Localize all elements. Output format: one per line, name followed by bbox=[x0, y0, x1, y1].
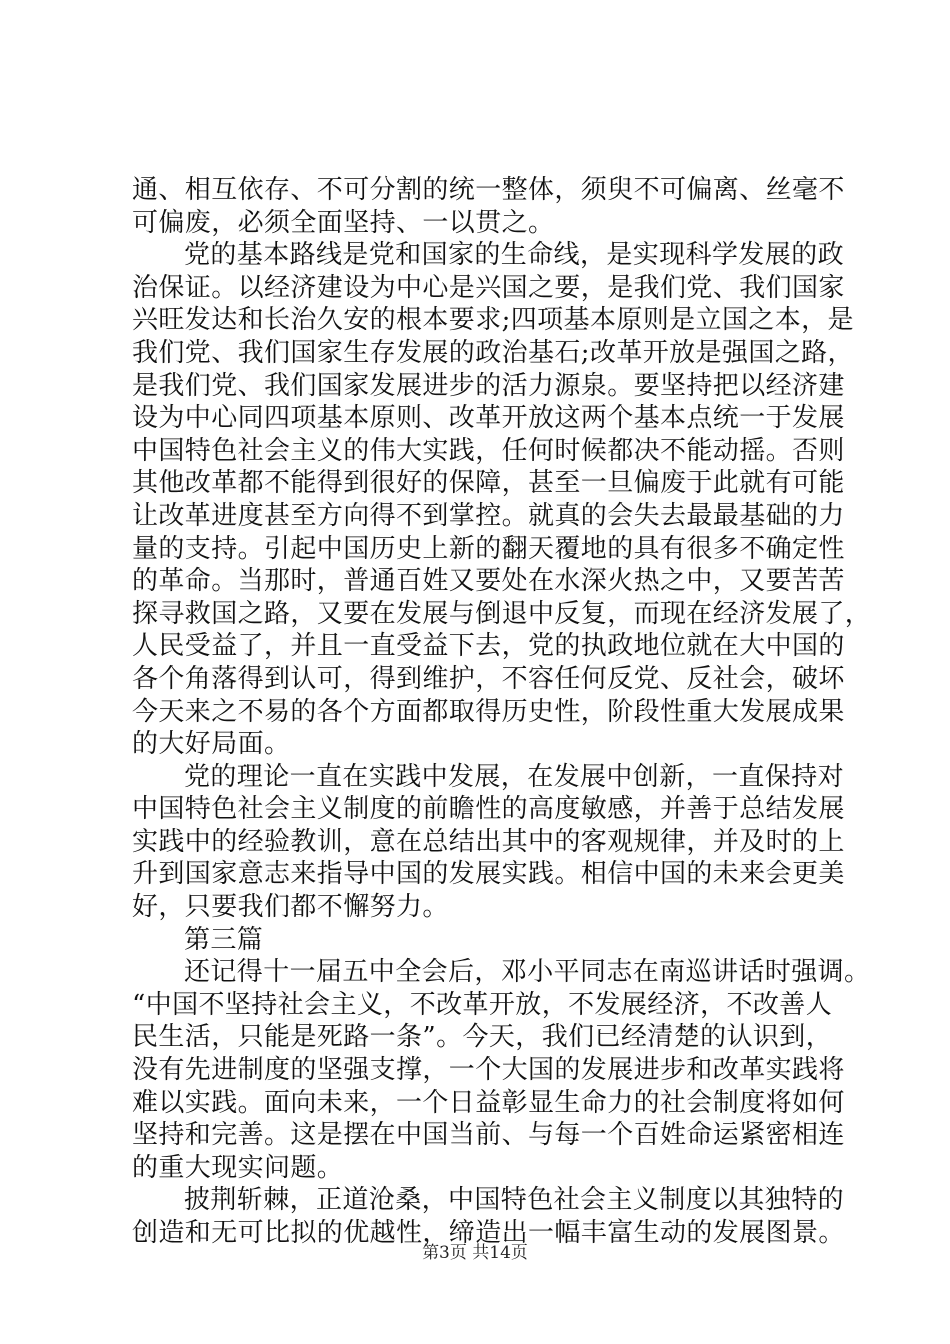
text-line: 坚持和完善。这是摆在中国当前、与每一个百姓命运紧密相连 bbox=[132, 1120, 845, 1151]
text-line: 让改革进度甚至方向得不到掌控。就真的会失去最最基础的力 bbox=[132, 500, 845, 531]
text-line: 我们党、我们国家生存发展的政治基石;改革开放是强国之路， bbox=[132, 337, 854, 368]
body-text bbox=[132, 174, 872, 1250]
text-line: 创造和无可比拟的优越性，缔造出一幅丰富生动的发展图景。 bbox=[132, 1218, 845, 1248]
text-line: 没有先进制度的坚强支撑，一个大国的发展进步和改革实践将 bbox=[132, 1055, 845, 1086]
paragraph-start-line: 党的理论一直在实践中发展，在发展中创新，一直保持对 bbox=[184, 761, 845, 792]
text-line: 可偏废，必须全面坚持、一以贯之。 bbox=[132, 207, 555, 238]
text-line: 量的支持。引起中国历史上新的翻天覆地的具有很多不确定性 bbox=[132, 533, 845, 564]
page-number-footer: 第3页 共14页 bbox=[422, 1243, 528, 1263]
text-line: 升到国家意志来指导中国的发展实践。相信中国的未来会更美 bbox=[132, 859, 845, 890]
text-line: 探寻救国之路，又要在发展与倒退中反复，而现在经济发展了， bbox=[132, 598, 872, 629]
section-heading: 第三篇 bbox=[184, 924, 264, 955]
text-line: 民生活，只能是死路一条”。今天，我们已经清楚的认识到， bbox=[132, 1022, 833, 1053]
text-line: 好，只要我们都不懈努力。 bbox=[132, 892, 449, 923]
text-line: 的大好局面。 bbox=[132, 729, 291, 760]
text-line: 中国特色社会主义的伟大实践，任何时候都决不能动摇。否则 bbox=[132, 435, 845, 466]
paragraph-start-line: 还记得十一届五中全会后，邓小平同志在南巡讲话时强调。 bbox=[184, 957, 871, 988]
text-line: 其他改革都不能得到很好的保障，甚至一旦偏废于此就有可能 bbox=[132, 468, 845, 499]
text-line: 通、相互依存、不可分割的统一整体，须臾不可偏离、丝毫不 bbox=[132, 175, 845, 205]
text-line: 各个角落得到认可，得到维护，不容任何反党、反社会，破坏 bbox=[132, 663, 845, 694]
text-line: 兴旺发达和长治久安的根本要求;四项基本原则是立国之本，是 bbox=[132, 305, 854, 336]
text-line: 的重大现实问题。 bbox=[132, 1152, 344, 1183]
text-line: 人民受益了，并且一直受益下去，党的执政地位就在大中国的 bbox=[132, 631, 845, 662]
text-line: 治保证。以经济建设为中心是兴国之要，是我们党、我们国家 bbox=[132, 272, 845, 303]
text-line: 是我们党、我们国家发展进步的活力源泉。要坚持把以经济建 bbox=[132, 370, 845, 401]
paragraph-start-line: 党的基本路线是党和国家的生命线，是实现科学发展的政 bbox=[184, 240, 845, 271]
paragraph-start-line: 披荆斩棘，正道沧桑，中国特色社会主义制度以其独特的 bbox=[184, 1185, 845, 1216]
text-line: 的革命。当那时，普通百姓又要处在水深火热之中，又要苦苦 bbox=[132, 566, 845, 597]
text-line: 今天来之不易的各个方面都取得历史性，阶段性重大发展成果 bbox=[132, 696, 845, 727]
text-line: 难以实践。面向未来，一个日益彰显生命力的社会制度将如何 bbox=[132, 1087, 845, 1118]
text-line: 设为中心同四项基本原则、改革开放这两个基本点统一于发展 bbox=[132, 403, 845, 434]
text-line: 中国特色社会主义制度的前瞻性的高度敏感，并善于总结发展 bbox=[132, 794, 845, 825]
text-line: 实践中的经验教训，意在总结出其中的客观规律，并及时的上 bbox=[132, 826, 845, 857]
text-line: “中国不坚持社会主义，不改革开放，不发展经济，不改善人 bbox=[132, 989, 833, 1020]
